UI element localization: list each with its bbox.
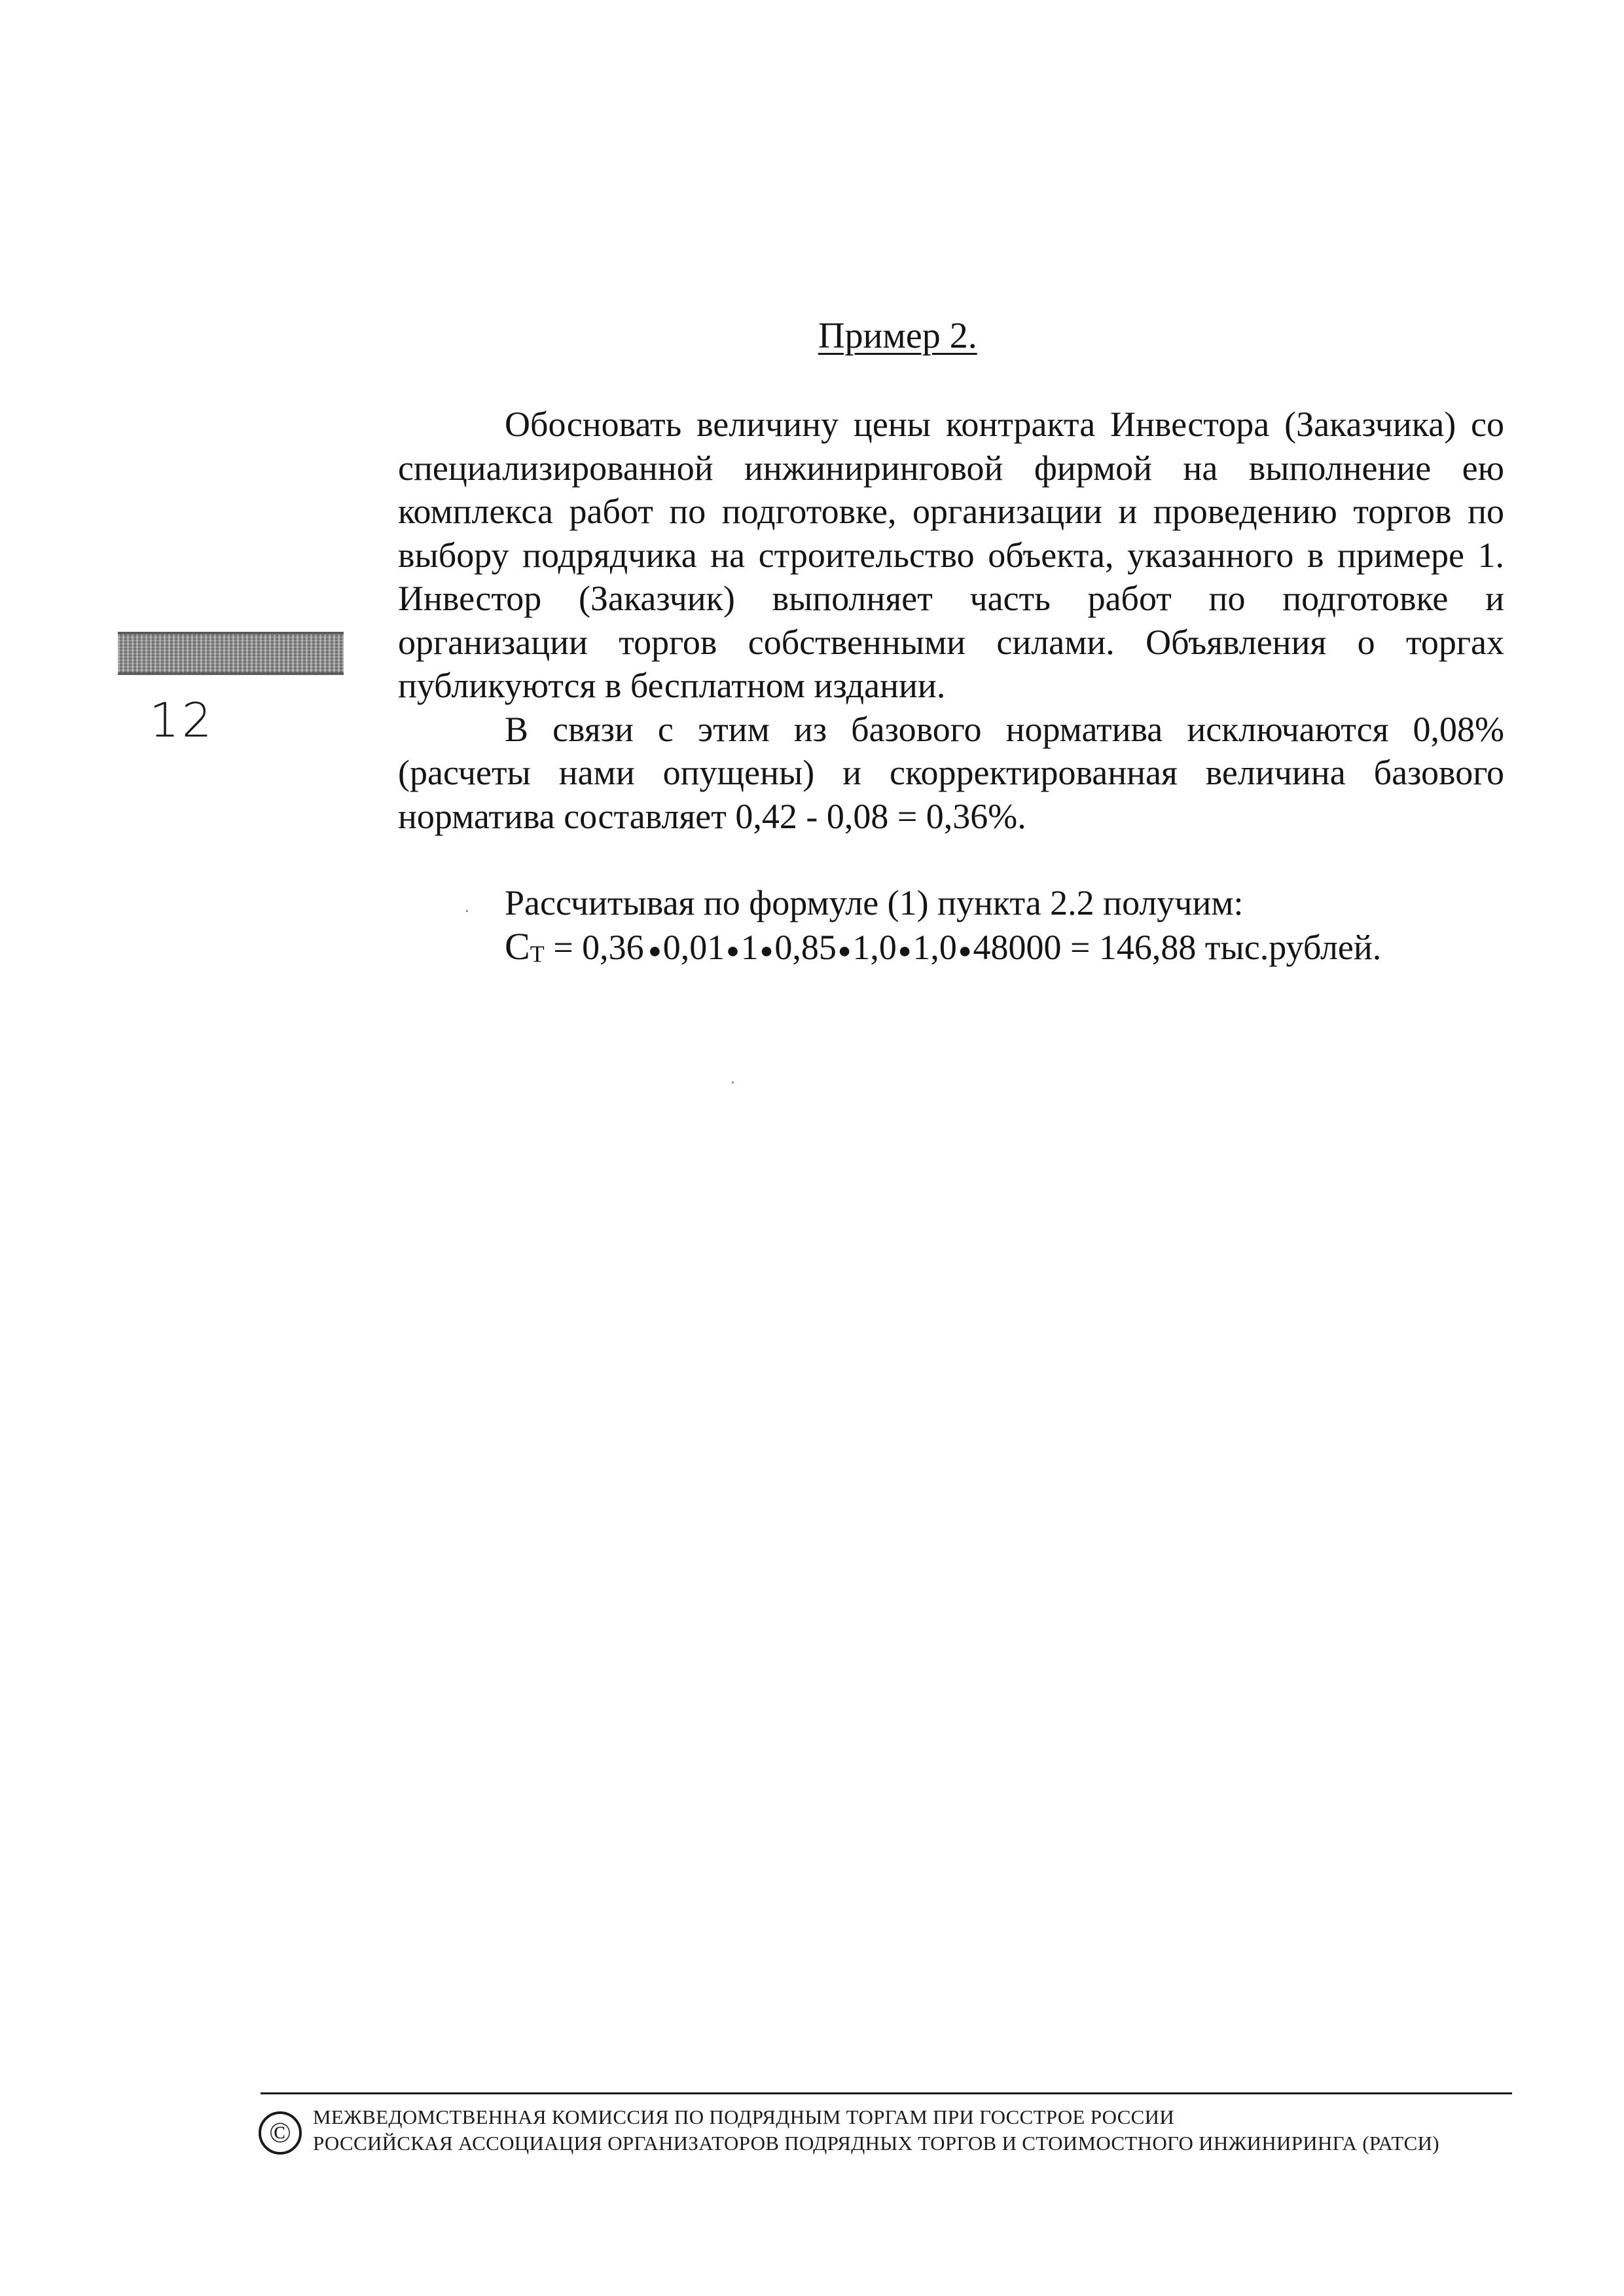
example-heading: Пример 2. [818, 316, 977, 356]
formula-factor: 0,01 [662, 927, 725, 967]
cost-formula [398, 925, 1504, 976]
multiply-dot-icon: ● [837, 938, 852, 963]
multiply-dot-icon: ● [726, 938, 740, 963]
calculation-intro: Рассчитывая по формуле (1) пункта 2.2 получим: [505, 883, 1244, 922]
footer-line-association: РОССИЙСКАЯ АССОЦИАЦИЯ ОРГАНИЗАТОРОВ ПОДРЯДНЫХ ТОРГОВ И СТОИМОСТНОГО ИНЖИНИРИНГА (РАТСИ) [313, 2132, 1439, 2155]
footer-divider [261, 2092, 1512, 2094]
page-marker-bar [118, 632, 344, 675]
formula-factor: 48000 [973, 927, 1062, 967]
multiply-dot-icon: ● [958, 938, 972, 963]
formula-result: = 146,88 тыс.рублей. [1061, 927, 1382, 967]
paragraph-adjustment: В связи с этим из базового норматива исключаются 0,08% (расчеты нами опущены) и скорректированная величина базового норматива составляет 0,42 - 0,08 = 0,36%. [398, 709, 1504, 836]
copyright-icon [257, 2109, 304, 2157]
formula-factor: 1,0 [912, 927, 957, 967]
scan-speck [466, 910, 468, 912]
formula-factor: 1,0 [852, 927, 897, 967]
formula-symbol: $С_Т$ [505, 924, 545, 968]
scan-speck [732, 1082, 734, 1084]
formula-factor: 1 [740, 927, 759, 967]
formula-subscript: Т [530, 940, 545, 967]
multiply-dot-icon: ● [648, 938, 662, 963]
page-number: 12 [149, 693, 215, 748]
copyright-symbol: © [269, 2117, 291, 2149]
formula-equals: = [544, 927, 583, 967]
formula-factor: 0,85 [774, 927, 837, 967]
footer-line-commission: МЕЖВЕДОМСТВЕННАЯ КОМИССИЯ ПО ПОДРЯДНЫМ ТОРГАМ ПРИ ГОССТРОЕ РОССИИ [313, 2105, 1175, 2128]
formula-factor: 0,36 [582, 927, 644, 967]
multiply-dot-icon: ● [759, 938, 774, 963]
paragraph-task: Обосновать величину цены контракта Инвестора (Заказчика) со специализированной инжиниринговой фирмой на выполнение ею комплекса работ по подготовке, организации и проведению торгов по выбору подрядчика на строительство объекта, указанного в примере 1. Инвестор (Заказчик) выполняет часть работ по подготовке и организации торгов собственными силами. Объявления о торгах публикуются в бесплатном издании. [398, 405, 1504, 705]
body-text [398, 403, 1504, 975]
multiply-dot-icon: ● [897, 938, 912, 963]
footer-text [313, 2104, 1517, 2157]
